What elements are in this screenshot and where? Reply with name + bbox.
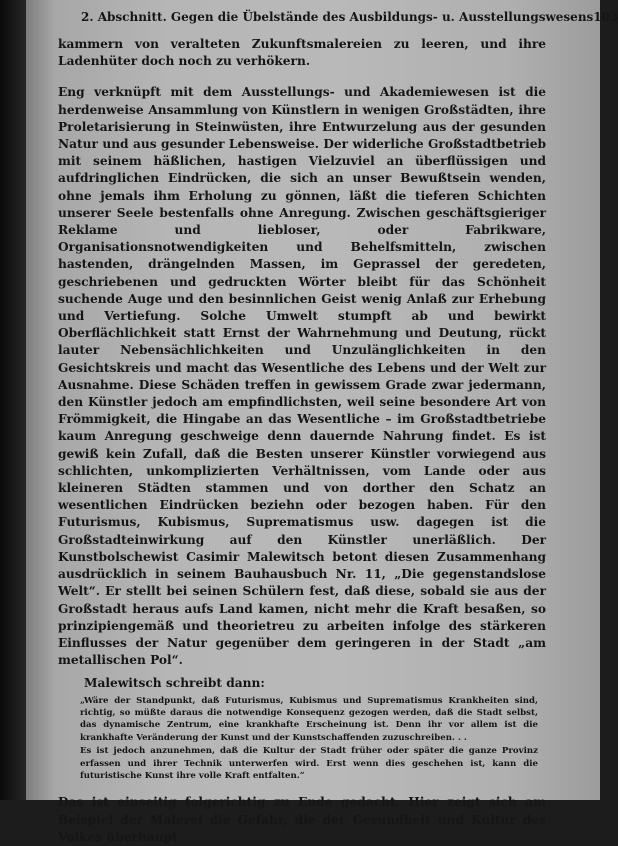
quote-paragraph-1: „Wäre der Standpunkt, daß Futurismus, Kubismus und Suprematismus Krankheiten sind, richtig, so müßte daraus die notwendige Konsequenz gezogen werden, daß die Stadt selbst, das dynamische Zentrum, eine krankhafte Erscheinung ist. Denn ihr vor allem ist die krankhafte Veränderung der Kunst und der Kunstschaffenden zuzuschreiben. . . [80, 695, 538, 743]
book-page [26, 0, 618, 844]
page-body [58, 36, 546, 846]
quote-paragraph-2: Es ist jedoch anzunehmen, daß die Kultur der Stadt früher oder später die ganze Provinz erfassen und ihrer Technik unterwerfen wird. Erst wenn dies geschehen ist, kann die futuristische Kunst ihre volle Kraft entfalten.“ [80, 746, 538, 781]
quote-intro: Malewitsch schreibt dann: [84, 676, 265, 691]
continuation-paragraph: kammern von veralteten Zukunftsmalereien zu leeren, und ihre Ladenhüter doch noch zu verhökern. [58, 37, 546, 69]
main-paragraph: Eng verknüpft mit dem Ausstellungs- und Akademiewesen ist die herdenweise Ansammlung von Künstlern in wenigen Großstädten, ihre Proletarisierung in Steinwüsten, ihre Entwurzelung aus der gesunden Natur und aus gesunder Lebensweise. Der widerliche Großstadtbetrieb mit seinem häßlichen, hastigen Vielzuviel an überflüssigen und aufdringlichen Eindrücken, die sich an unser Bewußtsein wenden, ohne jemals ihm Erholung zu gönnen, läßt die tieferen Schichten unserer Seele bestenfalls ohne Anregung. Zwischen geschäftsgieriger Reklame und liebloser, oder Fabrikware, Organisationsnotwendigkeiten und Behelfsmitteln, zwischen hastenden, drängelnden Massen, im Geprassel der geredeten, geschriebenen und gedruckten Wörter bleibt für das Schönheit suchende Auge und den besinnlichen Geist wenig Anlaß zur Erhebung und Vertiefung. Solche Umwelt stumpft ab und bewirkt Oberflächlichkeit statt Ernst der Wahrnehmung und Deutung, rückt lauter Nebensächlichkeiten und Unzulänglichkeiten in den Gesichtskreis und macht das Wesentliche des Lebens und der Welt zur Ausnahme. Diese Schäden treffen in gewissem Grade zwar jedermann, den Künstler jedoch am empfindlichsten, weil seine besondere Art von Frömmigkeit, die Hingabe an das Wesentliche – im Großstadtbetriebe kaum Anregung geschweige denn dauernde Nahrung findet. Es ist gewiß kein Zufall, daß die Besten unserer Künstler vorwiegend aus schlichten, unkomplizierten Verhältnissen, vom Lande oder aus kleineren Städten stammen und von dorther den Schatz an wesentlichen Eindrücken beziehn oder bezogen haben. Für den Futurismus, Kubismus, Suprematismus usw. dagegen ist die Großstadteinwirkung auf den Künstler unerläßlich. Der Kunstbolschewist Casimir Malewitsch betont diesen Zusammenhang ausdrücklich in seinem Bauhausbuch Nr. 11, „Die gegenstandslose Welt“. Er stellt bei seinen Schülern fest, daß diese, sobald sie aus der Großstadt heraus aufs Land kamen, nicht mehr die Kraft besaßen, so prinzipiengemäß und theorietreu zu arbeiten infolge des stärkeren Einflusses der Natur gegenüber dem geringeren in der Stadt „am metallischen Pol“. [58, 85, 546, 668]
running-title: 2. Abschnitt. Gegen die Übelstände des Ausbildungs- u. Ausstellungswesens [81, 10, 594, 24]
running-head [81, 8, 618, 26]
closing-paragraph: Das ist einseitig folgerichtig zu Ende gedacht. Hier zeigt sich am Beispiel der Malerei die Gefahr, die der Gesundheit und Kultur des Volkes überhaupt [58, 795, 546, 844]
block-quote [58, 695, 546, 783]
page-number: 103 [593, 10, 618, 24]
